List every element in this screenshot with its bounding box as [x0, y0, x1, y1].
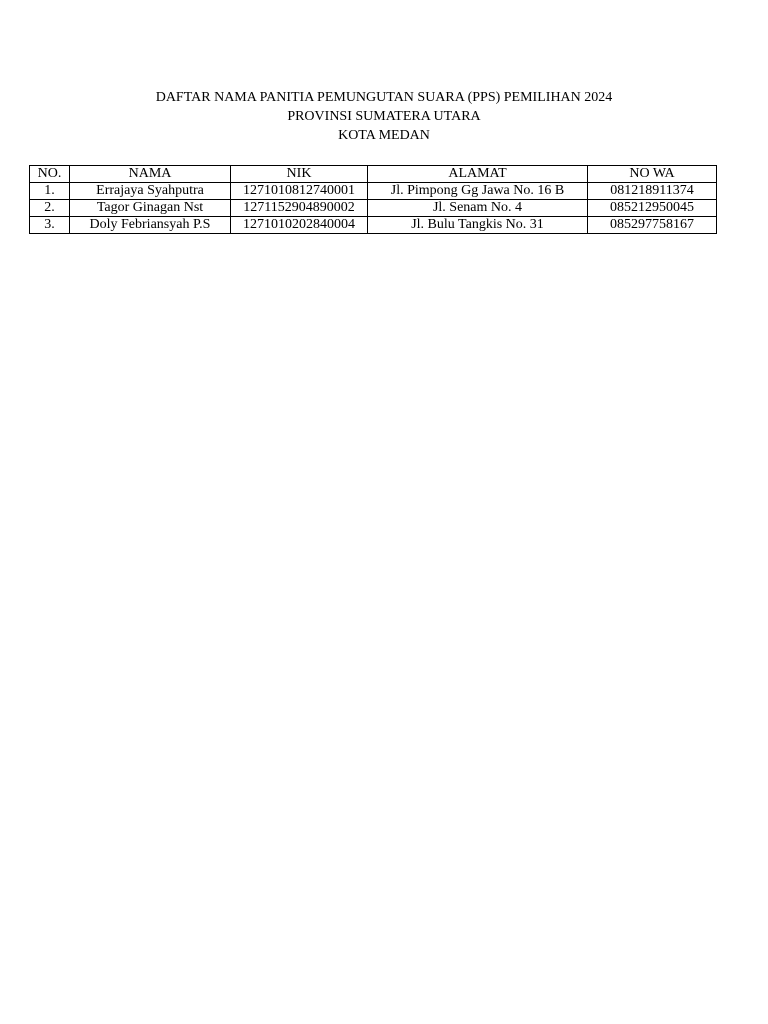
column-header-nik: NIK [231, 166, 368, 183]
table-row [30, 217, 717, 234]
cell-alamat: Jl. Senam No. 4 [368, 200, 588, 217]
cell-nama: Tagor Ginagan Nst [70, 200, 231, 217]
title-line-3: KOTA MEDAN [338, 128, 430, 143]
table-header-row [30, 166, 717, 183]
cell-alamat: Jl. Pimpong Gg Jawa No. 16 B [368, 183, 588, 200]
cell-nik: 1271010202840004 [231, 217, 368, 234]
title-line-2: PROVINSI SUMATERA UTARA [287, 109, 481, 124]
table-row [30, 200, 717, 217]
cell-alamat: Jl. Bulu Tangkis No. 31 [368, 217, 588, 234]
column-header-no: NO. [30, 166, 70, 183]
cell-nama: Doly Febriansyah P.S [70, 217, 231, 234]
cell-no-wa: 085297758167 [588, 217, 717, 234]
table-row [30, 183, 717, 200]
document-title [0, 88, 768, 145]
cell-nik: 1271152904890002 [231, 200, 368, 217]
cell-no: 1. [30, 183, 70, 200]
cell-no-wa: 081218911374 [588, 183, 717, 200]
title-line-1: DAFTAR NAMA PANITIA PEMUNGUTAN SUARA (PPS) PEMILIHAN 2024 [155, 90, 613, 105]
column-header-alamat: ALAMAT [368, 166, 588, 183]
cell-nik: 1271010812740001 [231, 183, 368, 200]
column-header-nama: NAMA [70, 166, 231, 183]
cell-nama: Errajaya Syahputra [70, 183, 231, 200]
cell-no: 3. [30, 217, 70, 234]
cell-no-wa: 085212950045 [588, 200, 717, 217]
committee-table [29, 165, 717, 234]
column-header-no-wa: NO WA [588, 166, 717, 183]
cell-no: 2. [30, 200, 70, 217]
